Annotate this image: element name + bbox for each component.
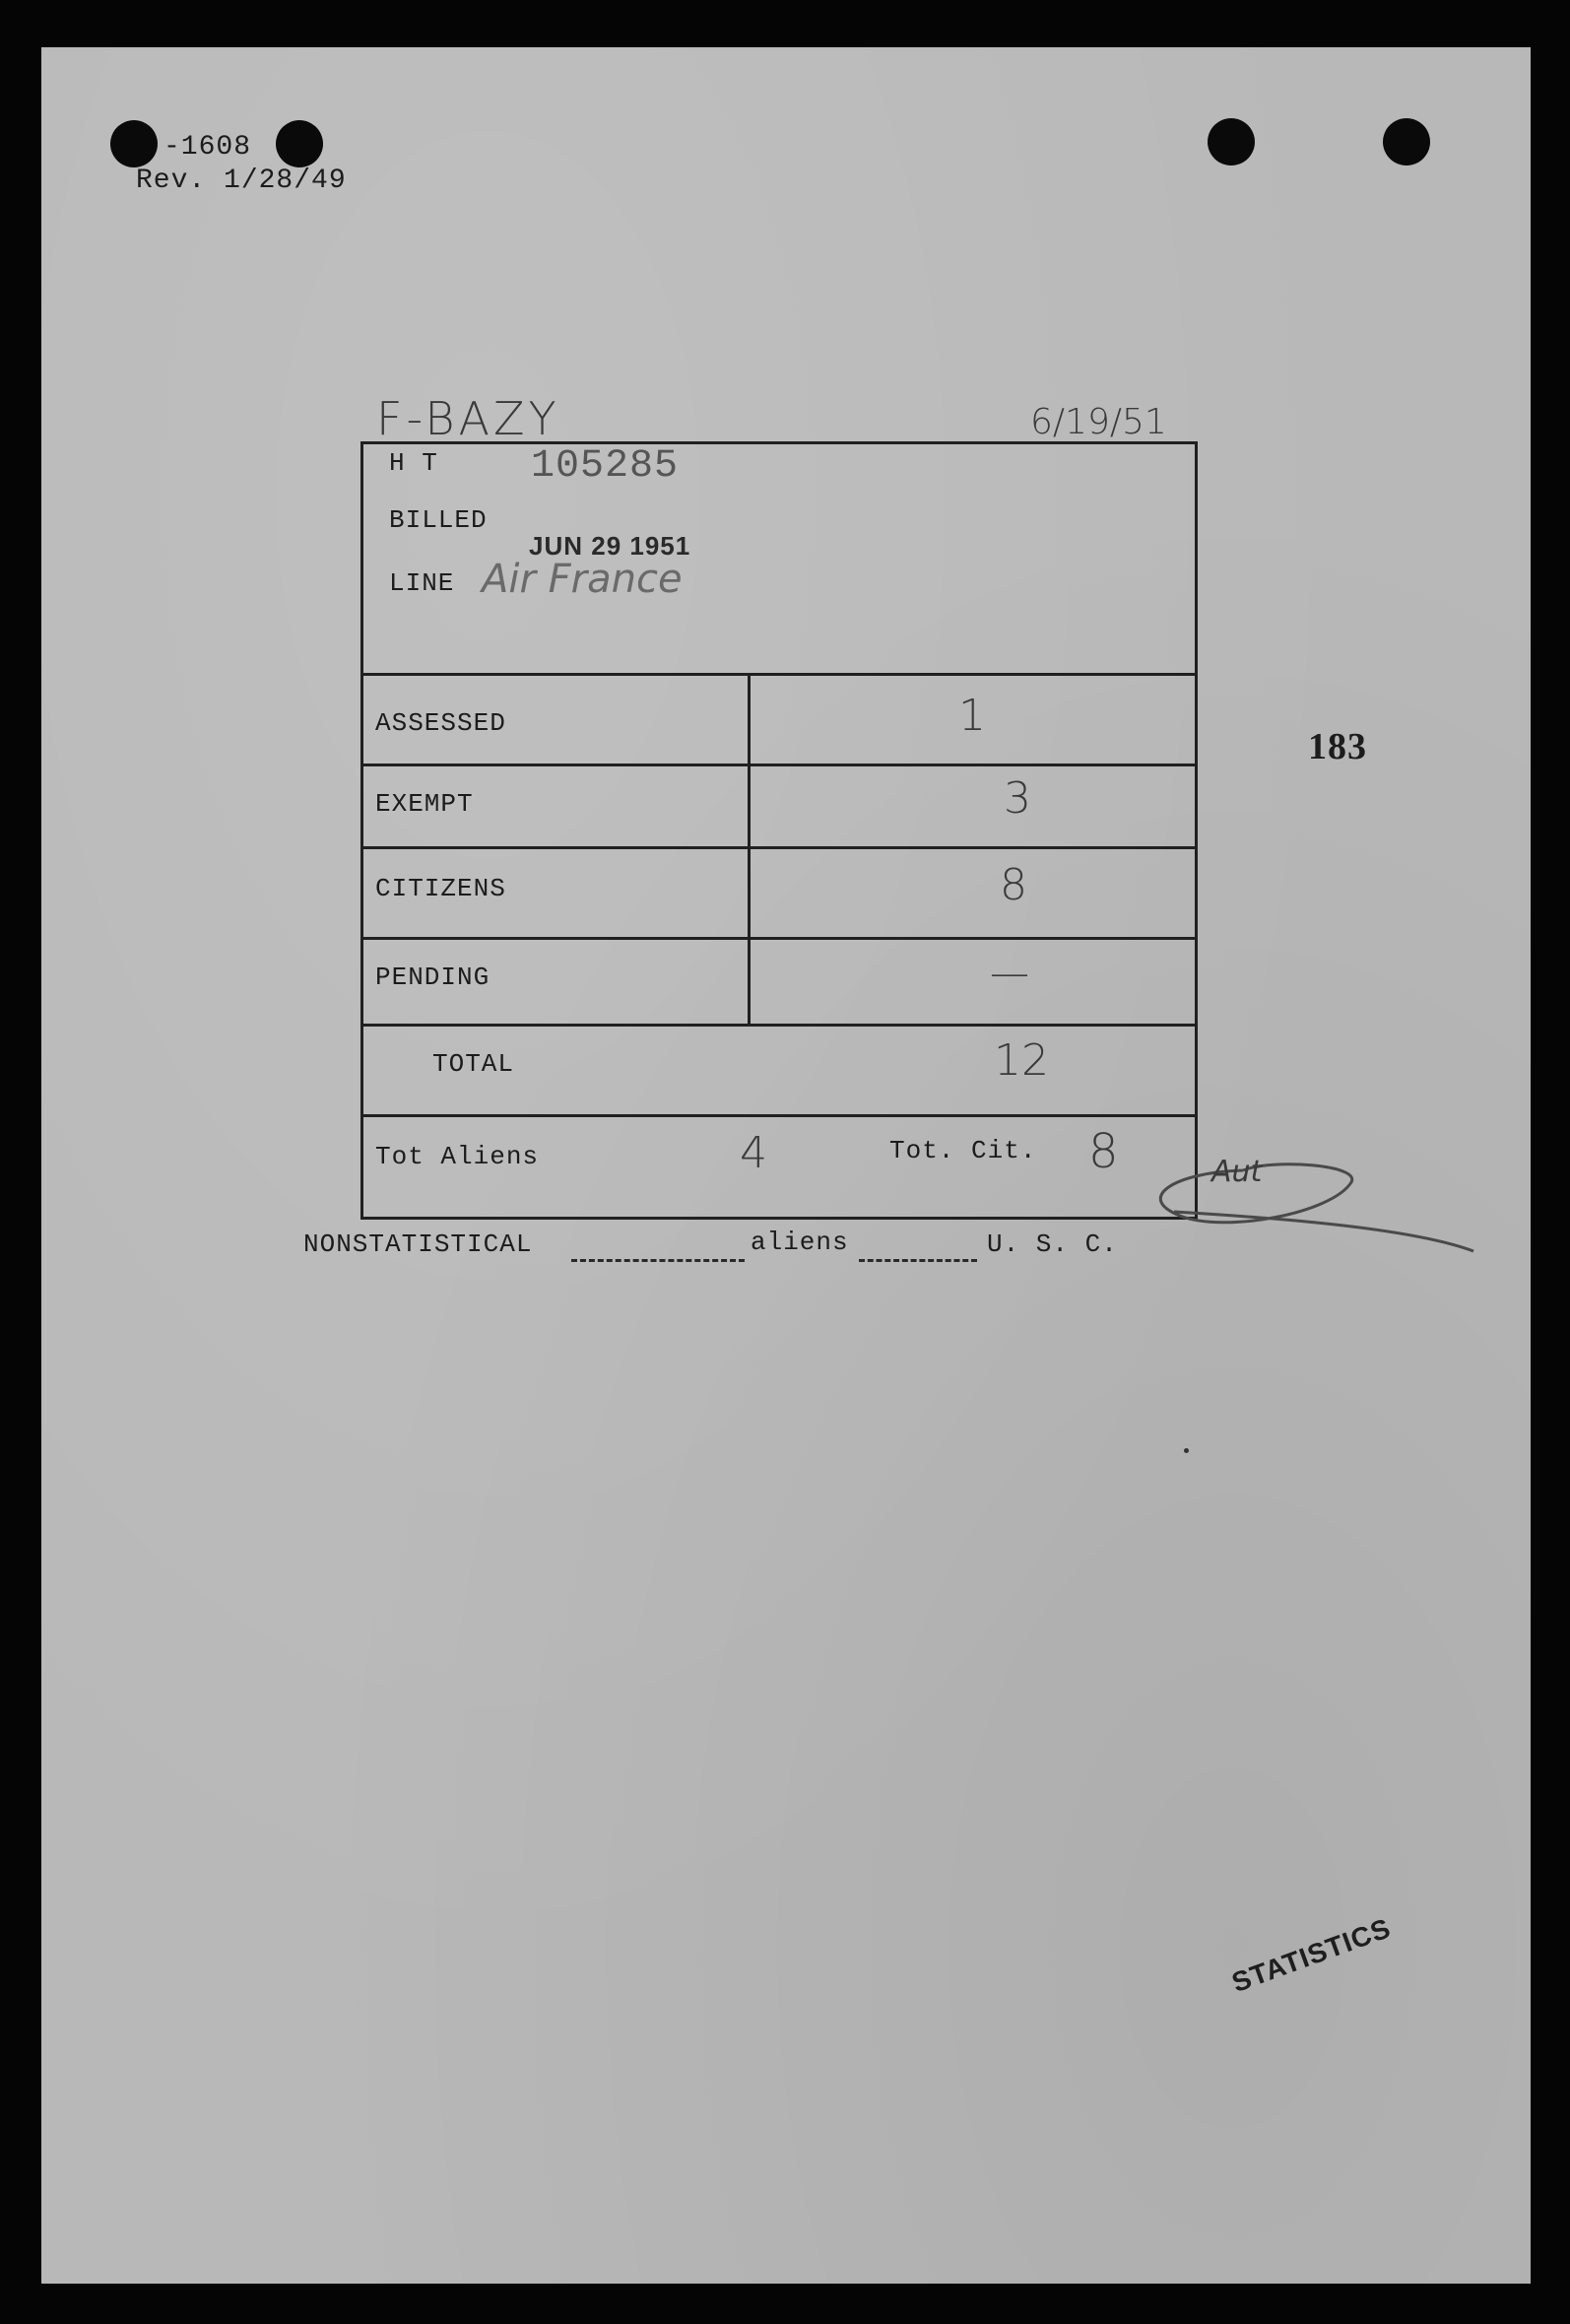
line-value: Air France bbox=[482, 557, 683, 602]
rule bbox=[363, 937, 1195, 940]
line-label: LINE bbox=[389, 568, 455, 598]
row-label-pending: PENDING bbox=[375, 963, 491, 992]
row-value-assessed: 1 bbox=[958, 691, 986, 741]
billed-label: BILLED bbox=[389, 505, 488, 535]
document-page bbox=[41, 47, 1531, 2284]
row-value-exempt: 3 bbox=[1004, 773, 1031, 824]
row-label-exempt: EXEMPT bbox=[375, 789, 474, 819]
speck bbox=[1184, 1448, 1189, 1453]
form-revision: Rev. 1/28/49 bbox=[136, 166, 347, 196]
row-value-pending: — bbox=[990, 951, 1029, 996]
tot-aliens-label: Tot Aliens bbox=[375, 1142, 540, 1171]
ht-label: H T bbox=[389, 448, 438, 478]
billed-date-stamp: JUN 29 1951 bbox=[529, 531, 691, 561]
punch-hole bbox=[276, 120, 323, 167]
total-label: TOTAL bbox=[432, 1049, 515, 1079]
tot-aliens-value: 4 bbox=[740, 1128, 767, 1178]
row-label-citizens: CITIZENS bbox=[375, 874, 506, 903]
tot-cit-label: Tot. Cit. bbox=[889, 1136, 1037, 1165]
row-label-assessed: ASSESSED bbox=[375, 708, 506, 738]
rule bbox=[363, 764, 1195, 766]
row-value-citizens: 8 bbox=[1000, 860, 1027, 910]
rule bbox=[363, 1114, 1195, 1117]
handwritten-date: 6/19/51 bbox=[1030, 402, 1167, 442]
usc-label: U. S. C. bbox=[987, 1229, 1118, 1259]
rule bbox=[363, 673, 1195, 676]
punch-hole bbox=[1208, 118, 1255, 166]
statistics-stamp: STATISTICS bbox=[1227, 1912, 1396, 1999]
column-divider bbox=[748, 673, 751, 1024]
rule bbox=[363, 1024, 1195, 1027]
nonstatistical-label: NONSTATISTICAL bbox=[303, 1229, 533, 1259]
initials: Aut bbox=[1211, 1155, 1263, 1189]
punch-hole bbox=[110, 120, 158, 167]
initials-loop bbox=[1135, 1149, 1499, 1267]
punch-hole bbox=[1383, 118, 1430, 166]
form-number: -1608 bbox=[164, 132, 252, 163]
tally-form bbox=[360, 441, 1198, 1220]
ht-number: 105285 bbox=[531, 444, 680, 489]
total-value: 12 bbox=[994, 1035, 1049, 1086]
nonstatistical-blank bbox=[571, 1259, 745, 1262]
aircraft-registration: F-BAZY bbox=[376, 392, 560, 445]
tot-cit-value: 8 bbox=[1088, 1124, 1119, 1179]
page-number: 183 bbox=[1308, 726, 1367, 767]
aliens-label: aliens bbox=[751, 1228, 849, 1257]
aliens-blank bbox=[859, 1259, 977, 1262]
rule bbox=[363, 846, 1195, 849]
